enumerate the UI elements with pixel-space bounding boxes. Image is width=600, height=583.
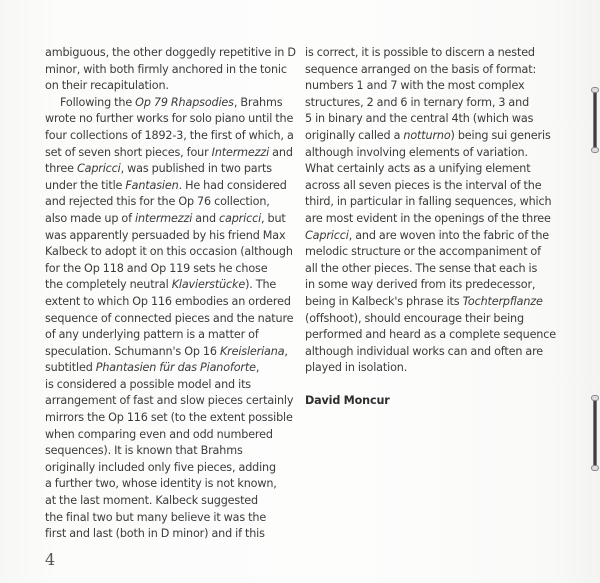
text-line <box>45 410 305 427</box>
text-segment: mirrors the Op 116 set (to the extent possible <box>45 411 293 425</box>
staple-icon <box>593 90 597 150</box>
text-line <box>45 476 305 493</box>
text-segment: (offshoot), should encourage their being <box>305 311 524 325</box>
text-line <box>45 211 305 228</box>
text-segment: , <box>284 344 288 358</box>
text-segment: , Brahms <box>233 95 283 109</box>
text-line <box>305 62 565 79</box>
italic-title: capricci <box>219 211 262 225</box>
text-segment: originally called a <box>305 128 404 142</box>
italic-title: Kreisleriana <box>219 344 285 358</box>
text-line <box>305 360 565 377</box>
right-column-body <box>305 45 565 377</box>
text-line <box>45 194 305 211</box>
text-line <box>305 244 565 261</box>
italic-title: notturno <box>403 128 451 142</box>
text-line <box>45 344 305 361</box>
italic-title: Tochterpflanze <box>462 294 543 308</box>
text-line <box>305 311 565 328</box>
text-segment: on their recapitulation. <box>45 79 169 93</box>
text-line <box>45 95 305 112</box>
text-segment: structures, 2 and 6 in ternary form, 3 and <box>305 95 530 109</box>
italic-title: Klavierstücke <box>171 278 246 292</box>
staple-icon <box>593 398 597 468</box>
text-segment: the final two but many believe it was the <box>45 510 267 524</box>
text-segment: , was published in two parts <box>120 162 272 176</box>
text-segment: speculation. Schumann's Op 16 <box>45 344 220 358</box>
text-line <box>45 443 305 460</box>
text-segment: , and are woven into the fabric of the <box>348 228 550 242</box>
text-line <box>305 111 565 128</box>
text-segment: What certainly acts as a unifying element <box>305 162 531 176</box>
text-line <box>305 327 565 344</box>
text-line <box>305 228 565 245</box>
italic-title: Op 79 Rhapsodies <box>135 95 234 109</box>
text-line <box>45 277 305 294</box>
text-segment: in some way derived from its predecessor, <box>305 278 536 292</box>
text-segment: wrote no further works for solo piano until the <box>45 112 294 126</box>
text-segment: and rejected this for the Op 76 collection, <box>45 195 270 209</box>
text-line <box>45 244 305 261</box>
text-segment: three <box>45 162 77 176</box>
text-line <box>305 211 565 228</box>
text-line <box>45 178 305 195</box>
text-line <box>45 327 305 344</box>
text-segment: extent to which Op 116 embodies an ordered <box>45 294 291 308</box>
text-segment: also made up of <box>45 211 135 225</box>
text-line <box>45 228 305 245</box>
text-line <box>45 377 305 394</box>
italic-title: Capricci <box>76 162 121 176</box>
text-segment: was apparently persuaded by his friend Max <box>45 228 286 242</box>
text-segment: originally included only five pieces, adding <box>45 460 276 474</box>
italic-title: Phantasien für das Pianoforte <box>95 361 256 375</box>
text-segment: across all seven pieces is the interval of the <box>305 178 542 192</box>
text-segment: under the title <box>45 178 126 192</box>
text-line <box>45 128 305 145</box>
text-segment: when comparing even and odd numbered <box>45 427 273 441</box>
text-segment: and <box>192 211 219 225</box>
text-segment: 5 in binary and the central 4th (which was <box>305 112 534 126</box>
text-line <box>305 145 565 162</box>
text-line <box>305 277 565 294</box>
italic-title: Intermezzi <box>211 145 270 159</box>
text-line <box>45 460 305 477</box>
text-segment: set of seven short pieces, four <box>45 145 212 159</box>
italic-title: Fantasien <box>125 178 179 192</box>
text-segment: . He had considered <box>178 178 287 192</box>
text-segment: played in isolation. <box>305 361 408 375</box>
text-line <box>45 261 305 278</box>
text-segment: numbers 1 and 7 with the most complex <box>305 79 525 93</box>
text-segment: at the last moment. Kalbeck suggested <box>45 494 258 508</box>
text-line <box>305 161 565 178</box>
text-segment: sequence of connected pieces and the nature <box>45 311 294 325</box>
text-line <box>45 526 305 543</box>
text-line <box>305 261 565 278</box>
text-segment: sequence arranged on the basis of format: <box>305 62 537 76</box>
text-segment: performed and heard as a complete sequence <box>305 328 556 342</box>
text-line <box>45 294 305 311</box>
text-segment: for the Op 118 and Op 119 sets he chose <box>45 261 268 275</box>
text-segment: a further two, whose identity is not known, <box>45 477 277 491</box>
text-line <box>305 78 565 95</box>
text-segment: , <box>255 361 260 375</box>
author-signature: David Moncur <box>305 394 390 408</box>
text-segment: all the other pieces. The sense that each is <box>305 261 538 275</box>
italic-title: intermezzi <box>134 211 193 225</box>
text-segment: third, in particular in falling sequences, which <box>305 195 552 209</box>
text-line <box>45 360 305 377</box>
text-line <box>305 45 565 62</box>
text-line <box>45 62 305 79</box>
text-segment: first and last (both in D minor) and if this <box>45 527 265 541</box>
text-segment: of any underlying pattern is a matter of <box>45 328 259 342</box>
text-segment: although involving elements of variation. <box>305 145 528 159</box>
text-segment: being in Kalbeck's phrase its <box>305 294 463 308</box>
left-text-column <box>45 45 305 543</box>
text-line <box>305 128 565 145</box>
text-line <box>305 194 565 211</box>
text-segment: are most evident in the openings of the three <box>305 211 551 225</box>
text-segment: Kalbeck to adopt it on this occasion (although <box>45 245 293 259</box>
text-segment: ambiguous, the other doggedly repetitive in D <box>45 46 296 59</box>
text-segment: is considered a possible model and its <box>45 377 251 391</box>
text-line <box>45 145 305 162</box>
text-line <box>45 510 305 527</box>
text-line <box>305 294 565 311</box>
text-segment: ) being sui generis <box>450 128 551 142</box>
text-segment: , but <box>261 211 286 225</box>
text-segment: subtitled <box>45 361 96 375</box>
text-line <box>45 393 305 410</box>
text-segment: is correct, it is possible to discern a nested <box>305 46 535 59</box>
text-line <box>305 344 565 361</box>
text-line <box>305 95 565 112</box>
text-line <box>305 178 565 195</box>
text-line <box>45 111 305 128</box>
text-line <box>45 427 305 444</box>
text-segment: minor, with both firmly anchored in the tonic <box>45 62 287 76</box>
text-segment: melodic structure or the accompaniment of <box>305 245 541 259</box>
italic-title: Capricci <box>305 228 349 242</box>
text-line <box>45 45 305 62</box>
text-segment: and <box>269 145 293 159</box>
text-line <box>45 493 305 510</box>
text-segment: ). The <box>245 278 277 292</box>
text-line <box>45 311 305 328</box>
text-segment: the completely neutral <box>45 278 172 292</box>
text-segment: four collections of 1892-3, the first of which, a <box>45 128 294 142</box>
text-segment: arrangement of fast and slow pieces certainly <box>45 394 294 408</box>
page-number: 4 <box>45 550 56 569</box>
text-segment: although individual works can and often are <box>305 344 544 358</box>
text-segment: sequences). It is known that Brahms <box>45 444 243 458</box>
text-segment: Following the <box>60 95 136 109</box>
text-line <box>45 161 305 178</box>
text-line <box>45 78 305 95</box>
right-text-column <box>305 45 565 410</box>
